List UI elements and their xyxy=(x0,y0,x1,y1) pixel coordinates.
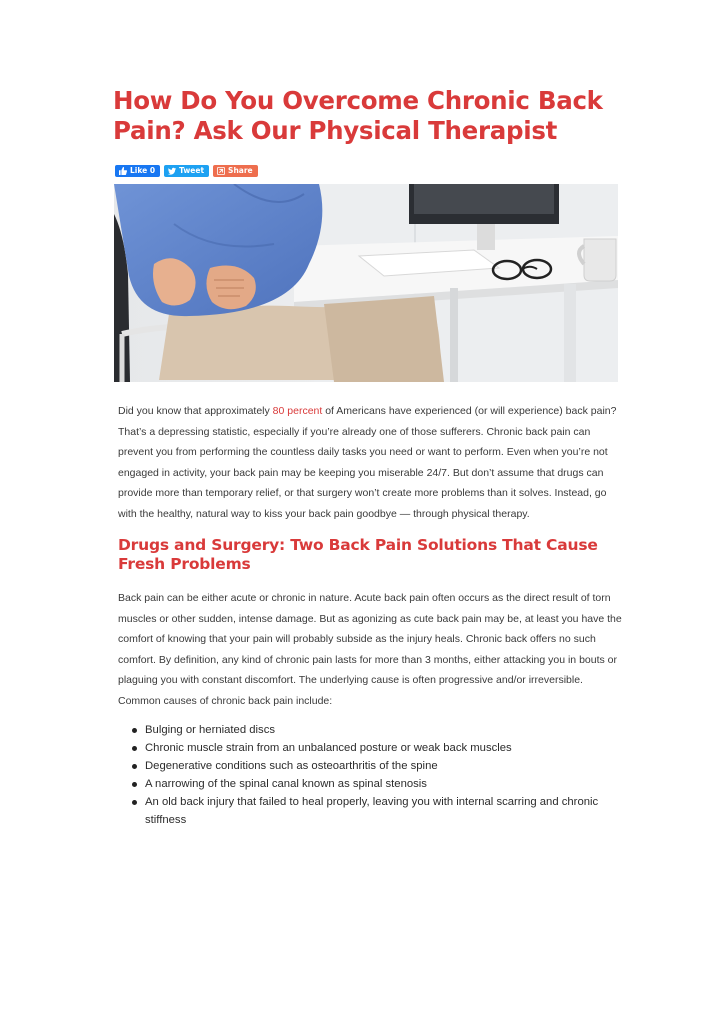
back-pain-illustration xyxy=(114,184,618,382)
list-item-text: An old back injury that failed to heal properly, leaving you with internal scarring and chronic stiffness xyxy=(145,796,599,826)
list-item xyxy=(145,739,630,757)
share-label: Share xyxy=(228,166,253,175)
like-label: Like 0 xyxy=(130,166,156,175)
intro-text-start: Did you know that approximately xyxy=(118,405,273,417)
statistic-link[interactable]: 80 percent xyxy=(272,405,323,417)
social-share-bar xyxy=(115,165,258,177)
list-item-text: Degenerative conditions such as osteoarthritis of the spine xyxy=(145,760,438,772)
section-heading: Drugs and Surgery: Two Back Pain Solutions That Cause Fresh Problems xyxy=(118,536,598,573)
facebook-like-button[interactable] xyxy=(115,165,160,177)
tweet-label: Tweet xyxy=(179,166,205,175)
list-item-text: A narrowing of the spinal canal known as spinal stenosis xyxy=(145,778,427,790)
list-item xyxy=(145,793,630,829)
intro-text-end: of Americans have experienced (or will experience) back pain? That’s a depressing statistic, especially if you’re already one of those sufferers. Chronic back pain can prevent you from performing the countless daily tasks you need or want to perform. Even when you’re not engaged in activity, your back pain may be keeping you miserable 24/7. But don’t assume that drugs can provide more than temporary relief, or that surgery won’t create more problems than it solves. Instead, go with the healthy, natural way to kiss your back pain goodbye — through physical therapy. xyxy=(118,405,617,520)
causes-list xyxy=(145,721,630,829)
share-icon xyxy=(217,167,225,175)
bullet-icon xyxy=(132,746,137,751)
bullet-icon xyxy=(132,782,137,787)
hero-image xyxy=(114,184,618,382)
section-paragraph: Back pain can be either acute or chronic in nature. Acute back pain often occurs as the direct result of torn muscles or other sudden, intense damage. But as agonizing as cute back pain may be, at least you have the comfort of knowing that your pain will probably subside as the injury heals. Chronic back offers no such comfort. By definition, any kind of chronic pain lasts for more than 3 months, either attacking you in bouts or plaguing you with constant discomfort. The underlying cause is often progressive and/or irreversible. Common causes of chronic back pain include: xyxy=(118,592,622,707)
list-item xyxy=(145,775,630,793)
list-item-text: Chronic muscle strain from an unbalanced posture or weak back muscles xyxy=(145,742,512,754)
tweet-button[interactable] xyxy=(164,165,209,177)
list-item xyxy=(145,721,630,739)
share-button[interactable] xyxy=(213,165,258,177)
bullet-icon xyxy=(132,800,137,805)
bullet-icon xyxy=(132,764,137,769)
bullet-icon xyxy=(132,728,137,733)
list-item xyxy=(145,757,630,775)
thumbs-up-icon xyxy=(119,167,127,175)
article-title: How Do You Overcome Chronic Back Pain? Ask Our Physical Therapist xyxy=(113,86,603,145)
list-item-text: Bulging or herniated discs xyxy=(145,724,275,736)
twitter-bird-icon xyxy=(168,167,176,175)
intro-paragraph xyxy=(118,401,628,524)
